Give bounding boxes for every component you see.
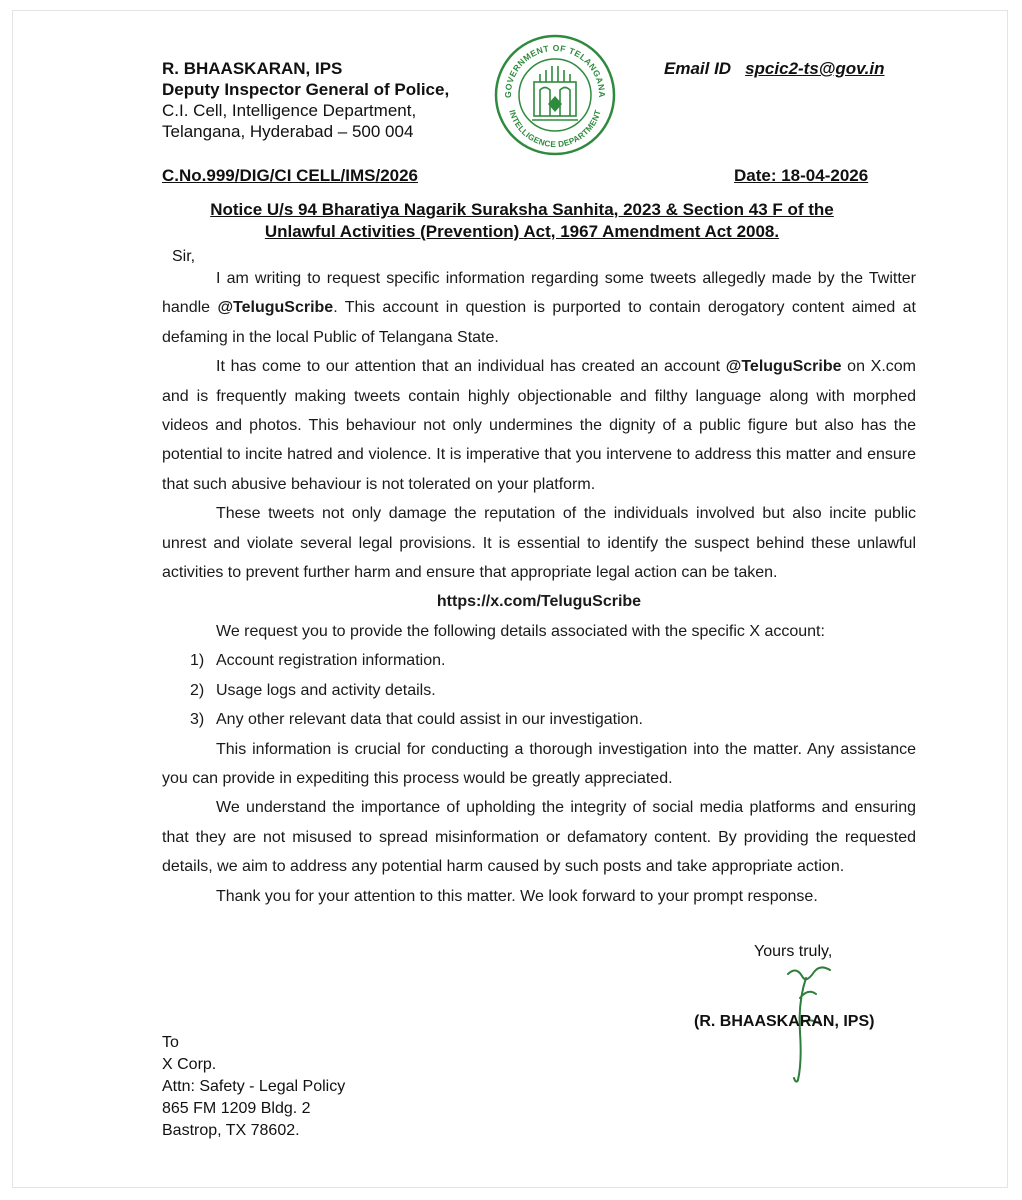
recipient-street: 865 FM 1209 Bldg. 2	[162, 1100, 311, 1117]
closing-phrase: Yours truly,	[754, 943, 833, 960]
recipient-address	[162, 1032, 345, 1142]
email-label: Email ID	[664, 59, 732, 78]
subject-line-1: Notice U/s 94 Bharatiya Nagarik Suraksha Sanhita, 2023 & Section 43 F of the	[210, 200, 834, 219]
list-item: 3) Any other relevant data that could assist in our investigation.	[190, 711, 643, 729]
email-address[interactable]: spcic2-ts@gov.in	[745, 59, 885, 78]
reference-number: C.No.999/DIG/CI CELL/IMS/2026	[162, 166, 419, 185]
paragraph-2: It has come to our attention that an individual has created an account @TeluguScribe on X.com and is frequently making tweets contain highly objectionable and filthy language along with morphed videos and photos. This behaviour not only undermines the dignity of a public figure but also has the potential to incite hatred and violence. It is imperative that you intervene to address this matter and ensure that such abusive behaviour is not tolerated on your platform.	[162, 358, 917, 493]
paragraph-3: These tweets not only damage the reputation of the individuals involved but also incite public unrest and violate several legal provisions. It is essential to identify the suspect behind these unlawful activities to prevent further harm and ensure that appropriate legal action can be taken.	[162, 505, 916, 582]
sender-city: Telangana, Hyderabad – 500 004	[162, 122, 414, 141]
twitter-handle: @TeluguScribe	[217, 299, 334, 317]
seal-top-text: GOVERNMENT OF TELANGANA	[502, 42, 608, 98]
list-item: 1) Account registration information.	[190, 652, 446, 670]
salutation: Sir,	[172, 248, 196, 265]
account-link[interactable]: https://x.com/TeluguScribe	[436, 593, 642, 611]
recipient-company: X Corp.	[162, 1056, 217, 1073]
subject-line-2: Unlawful Activities (Prevention) Act, 1967 Amendment Act 2008.	[264, 222, 780, 241]
telangana-intelligence-seal-logo	[494, 34, 616, 156]
paragraph-6: We understand the importance of upholding the integrity of social media platforms and ensuring that they are not misused to spread misinformation or defamatory content. By providing the requested details, we aim to address any potential harm caused by such posts and take appropriate action.	[162, 799, 916, 876]
paragraph-4: We request you to provide the following details associated with the specific X account:	[216, 622, 825, 640]
list-item: 2) Usage logs and activity details.	[190, 681, 436, 699]
twitter-handle: @TeluguScribe	[725, 358, 842, 376]
sender-name: R. BHAASKARAN, IPS	[162, 59, 343, 78]
recipient-to: To	[162, 1034, 179, 1051]
sender-designation: Deputy Inspector General of Police,	[162, 80, 450, 99]
sender-block	[162, 58, 449, 142]
letter-date: Date: 18-04-2026	[734, 166, 869, 185]
svg-text:GOVERNMENT OF TELANGANA	[503, 43, 607, 98]
recipient-city: Bastrop, TX 78602.	[162, 1122, 300, 1139]
letter-body	[162, 264, 916, 911]
sender-office: C.I. Cell, Intelligence Department,	[162, 101, 417, 120]
email-line	[664, 59, 885, 79]
notice-subject	[162, 199, 882, 243]
seal-bottom-text: INTELLIGENCE DEPARTMENT	[507, 108, 603, 150]
signatory-name: (R. BHAASKARAN, IPS)	[694, 1013, 875, 1030]
recipient-attn: Attn: Safety - Legal Policy	[162, 1078, 346, 1095]
paragraph-7: Thank you for your attention to this matter. We look forward to your prompt response.	[216, 887, 818, 905]
paragraph-5: This information is crucial for conducting a thorough investigation into the matter. Any assistance you can provide in expediting this process would be greatly appreciated.	[162, 740, 916, 787]
paragraph-1: I am writing to request specific information regarding some tweets allegedly made by the Twitter handle @TeluguScribe. This account in question is purported to contain derogatory content aimed at defaming in the local Public of Telangana State.	[162, 270, 917, 346]
